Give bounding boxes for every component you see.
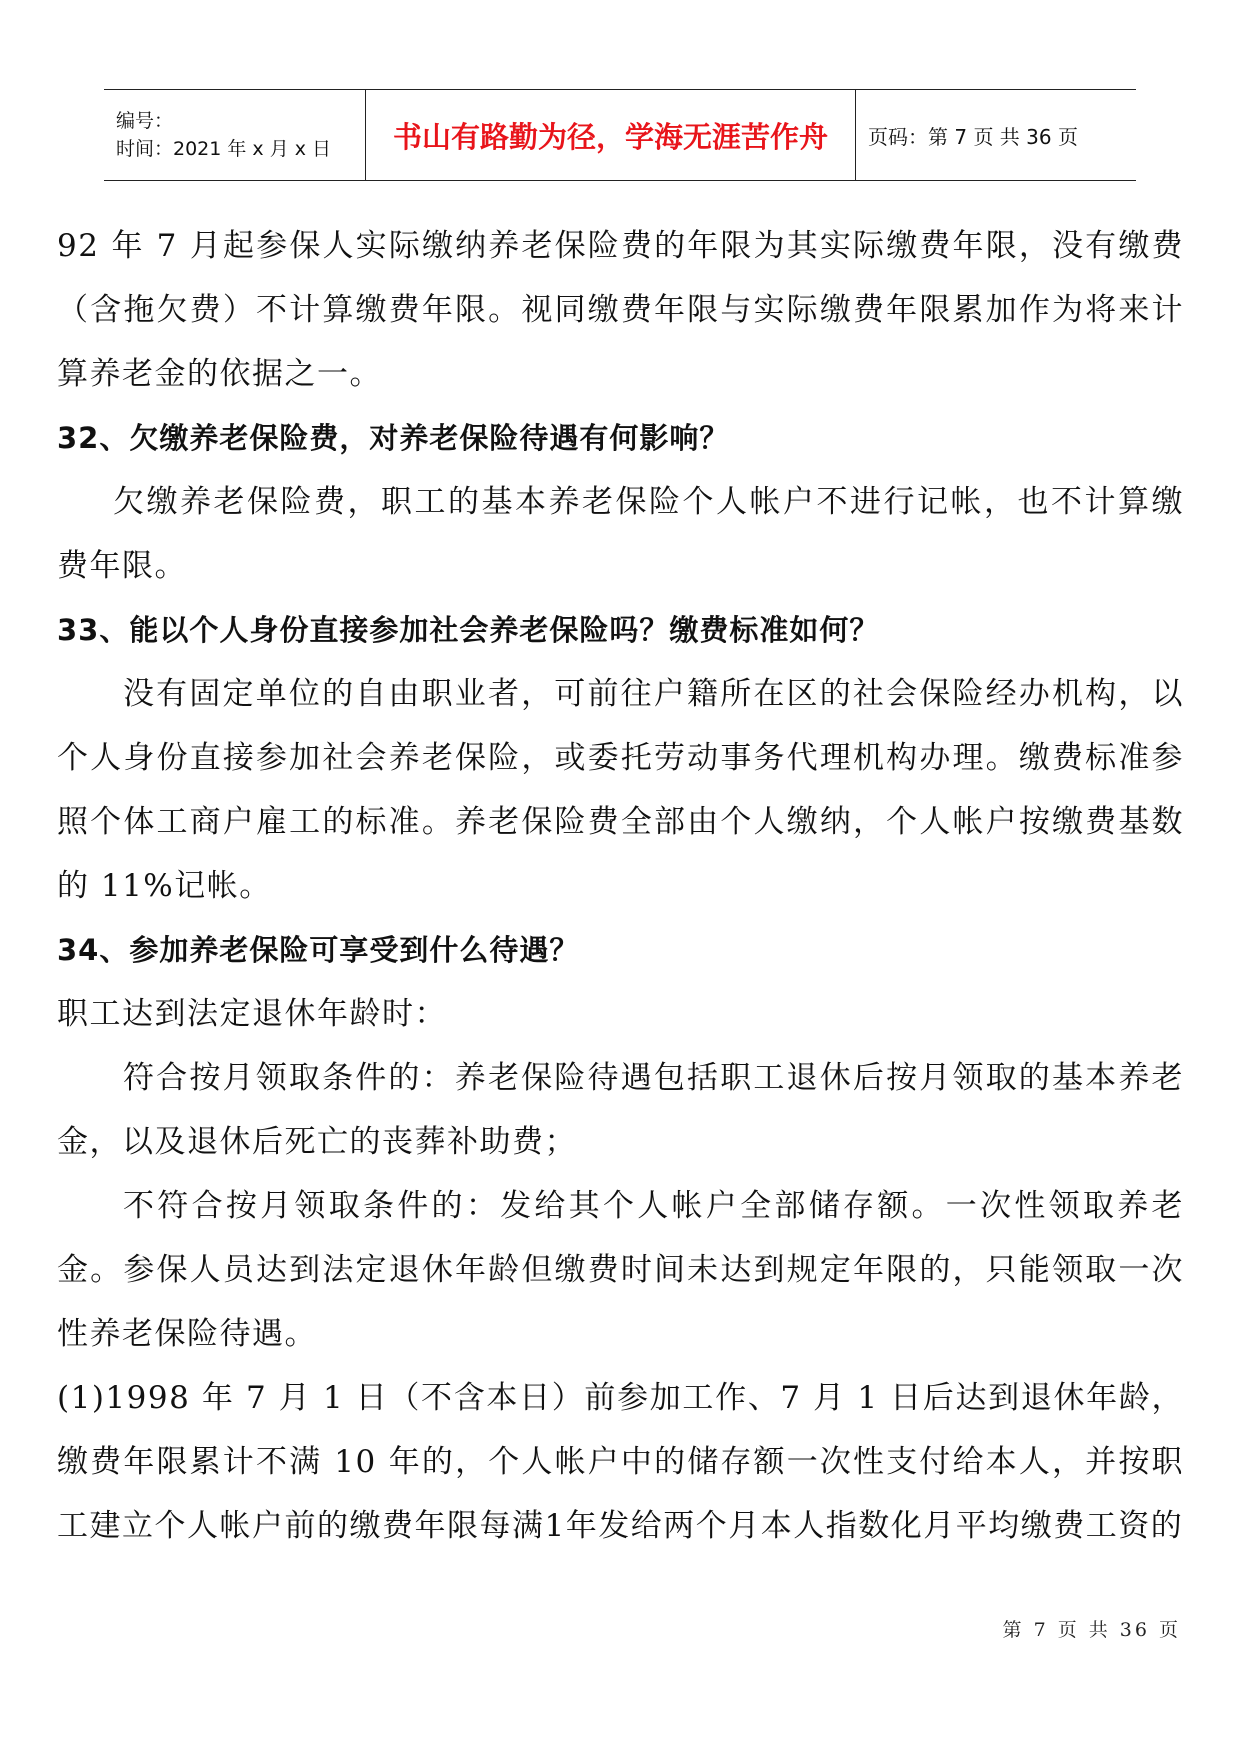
document-time-label: 时间：2021 年 x 月 x 日: [116, 138, 332, 160]
page-footer: 第 7 页 共 36 页: [1002, 1619, 1181, 1641]
question-heading-33: 33、能以个人身份直接参加社会养老保险吗？缴费标准如何？: [57, 613, 880, 647]
document-number-label: 编号：: [116, 110, 174, 132]
header-motto: 书山有路勤为径，学海无涯苦作舟: [366, 90, 856, 180]
header-meta: [104, 90, 366, 180]
answer-paragraph-34-monthly: 符合按月领取条件的：养老保险待遇包括职工退休后按月领取的基本养老金，以及退休后死亡的丧葬补助费；: [57, 1060, 1184, 1160]
header-page-label: 页码：第 7 页 共 36 页: [868, 124, 1078, 149]
page-header: [104, 89, 1136, 181]
document-body: [57, 214, 1184, 1558]
question-heading-34: 34、参加养老保险可享受到什么待遇？: [57, 933, 580, 967]
answer-paragraph-34-intro: 职工达到法定退休年龄时：: [57, 996, 447, 1032]
answer-paragraph-32: 欠缴养老保险费，职工的基本养老保险个人帐户不进行记帐，也不计算缴费年限。: [57, 484, 1184, 584]
answer-paragraph-34-lump-sum: 不符合按月领取条件的：发给其个人帐户全部储存额。一次性领取养老金。参保人员达到法定退休年龄但缴费时间未达到规定年限的，只能领取一次性养老保险待遇。: [57, 1188, 1184, 1352]
answer-paragraph-34-item-1: (1)1998 年 7 月 1 日（不含本日）前参加工作、7 月 1 日后达到退休年龄，缴费年限累计不满 10 年的，个人帐户中的储存额一次性支付给本人，并按职工建立个人帐户前的缴费年限每满1年发给两个月本人指数化月平均缴费工资的: [57, 1380, 1184, 1544]
question-heading-32: 32、欠缴养老保险费，对养老保险待遇有何影响？: [57, 421, 730, 455]
answer-paragraph-33: 没有固定单位的自由职业者，可前往户籍所在区的社会保险经办机构，以个人身份直接参加社会养老保险，或委托劳动事务代理机构办理。缴费标准参照个体工商户雇工的标准。养老保险费全部由个人缴纳，个人帐户按缴费基数的 11%记帐。: [57, 676, 1184, 904]
paragraph-contribution-years: 92 年 7 月起参保人实际缴纳养老保险费的年限为其实际缴费年限，没有缴费（含拖欠费）不计算缴费年限。视同缴费年限与实际缴费年限累加作为将来计算养老金的依据之一。: [57, 228, 1184, 392]
